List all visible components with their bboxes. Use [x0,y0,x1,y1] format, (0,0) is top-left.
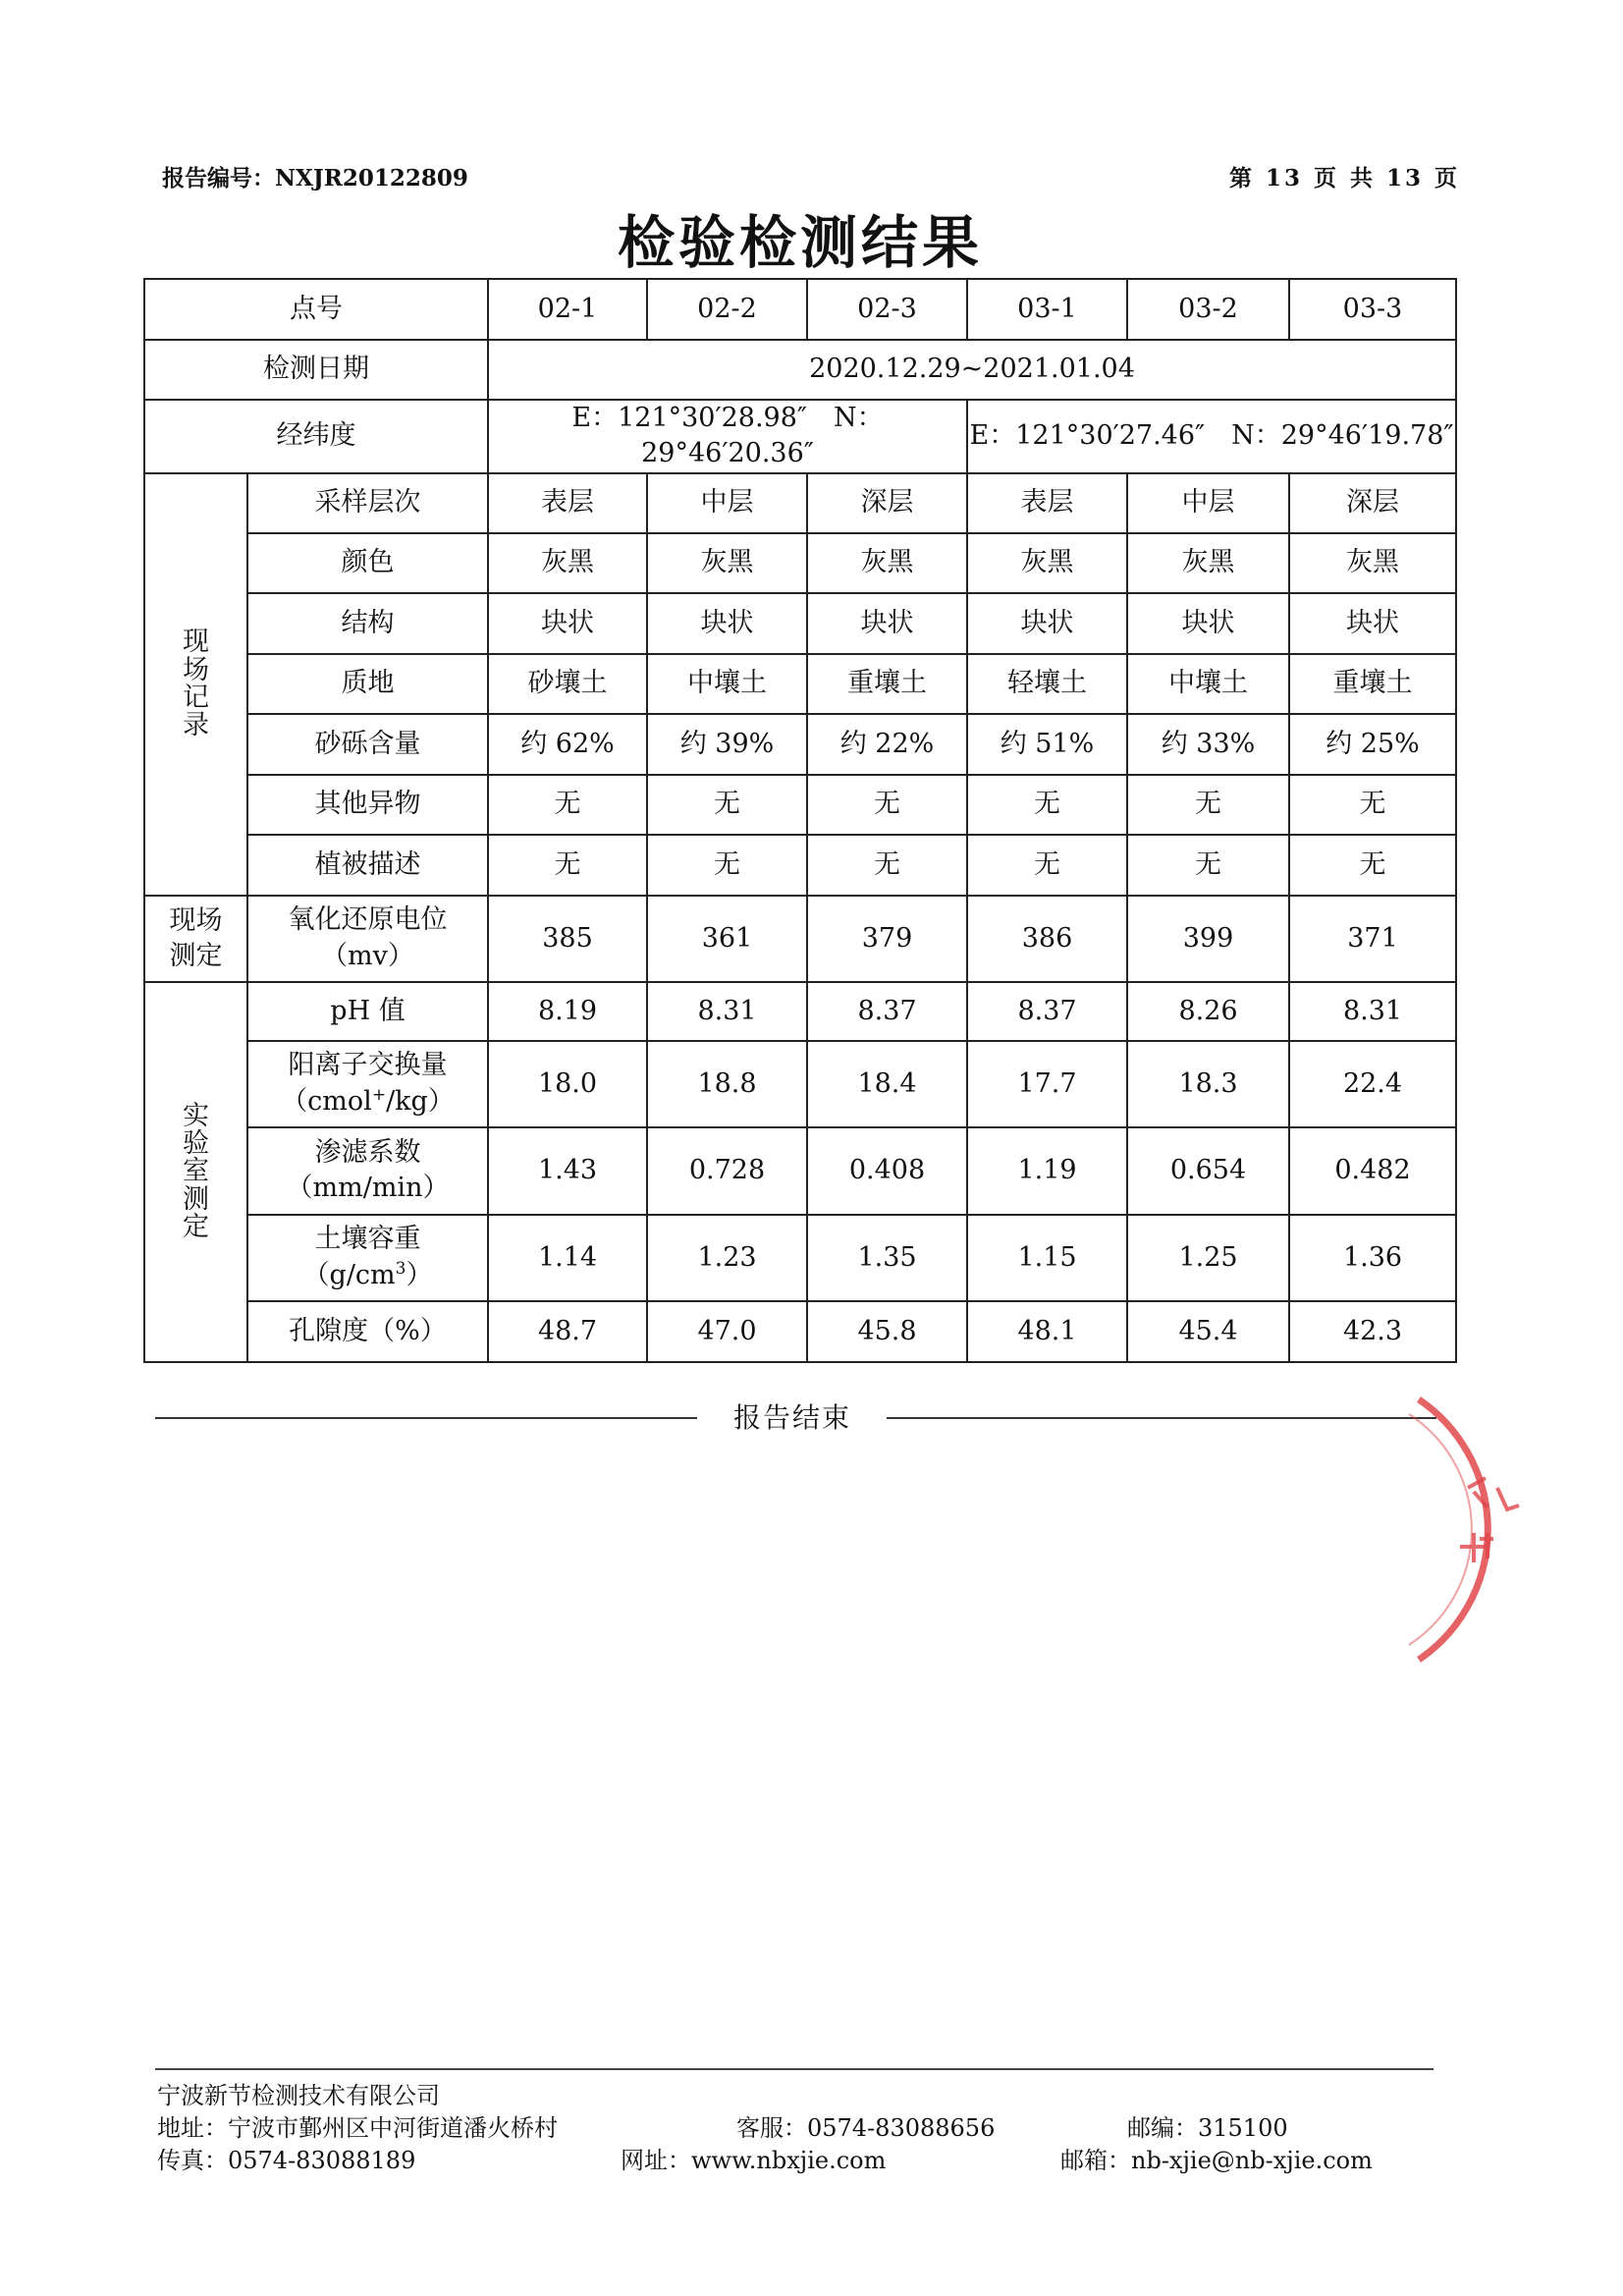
cell: 重壤土 [1289,654,1456,714]
row-label: 质地 [247,654,488,714]
report-number-value: NXJR20122809 [275,165,468,191]
company-seal-stamp [1370,1380,1623,1674]
table-row [144,654,1456,714]
cell: 无 [1289,775,1456,835]
cell: 无 [1127,835,1289,896]
row-label: pH 值 [247,982,488,1041]
cell: 无 [1127,775,1289,835]
cell: 无 [488,775,647,835]
cell: 1.43 [488,1127,647,1215]
row-label [247,1127,488,1215]
cell: 1.25 [1127,1215,1289,1301]
row-label-line: 氧化还原电位 [288,904,448,936]
unit-part: （cmol [281,1085,372,1117]
cell: 无 [807,835,967,896]
unit-part: （g/cm [302,1259,396,1290]
cell: 无 [1289,835,1456,896]
cell: 0.728 [647,1127,807,1215]
cell: 8.19 [488,982,647,1041]
cell: 块状 [647,593,807,654]
group-char: 验 [183,1127,209,1159]
cell: 表层 [488,473,647,533]
group-field-measure [144,896,247,982]
cell: 中壤土 [647,654,807,714]
cell: 块状 [807,593,967,654]
report-end-text: 报告结束 [732,1401,851,1434]
row-label-unit: （mm/min） [286,1173,450,1204]
table-row [144,533,1456,593]
cell: 1.23 [647,1215,807,1301]
cell: 48.1 [967,1301,1127,1362]
cell: 中壤土 [1127,654,1289,714]
footer-company: 宁波新节检测技术有限公司 [157,2082,440,2109]
cell: 中层 [1127,473,1289,533]
group-char: 记 [183,682,209,713]
cell: 无 [807,775,967,835]
cell: 灰黑 [647,533,807,593]
row-label: 其他异物 [247,775,488,835]
point-cell: 03-1 [967,279,1127,340]
cell: 块状 [488,593,647,654]
end-divider-left [155,1417,697,1419]
row-label: 结构 [247,593,488,654]
unit-sup: 3 [395,1258,406,1279]
table-row [144,982,1456,1041]
date-label: 检测日期 [144,340,488,400]
cell: 灰黑 [967,533,1127,593]
table-row [144,896,1456,982]
page-title: 检验检测结果 [617,209,983,276]
row-label-unit [248,1084,487,1120]
report-number [162,160,468,192]
cell: 无 [647,835,807,896]
row-label-unit [248,1258,487,1293]
row-label: 植被描述 [247,835,488,896]
point-cell: 02-1 [488,279,647,340]
table-row-date [144,340,1456,400]
cell: 17.7 [967,1041,1127,1127]
row-label-line: 渗滤系数 [314,1136,421,1168]
row-label-unit: （mv） [321,940,414,971]
cell: 砂壤土 [488,654,647,714]
group-field-record [144,473,247,896]
cell: 386 [967,896,1127,982]
group-char: 场 [183,654,209,685]
table-row-coords [144,400,1456,473]
point-cell: 03-3 [1289,279,1456,340]
table-row [144,835,1456,896]
group-char: 录 [183,710,209,741]
row-label: 采样层次 [247,473,488,533]
cell: 1.36 [1289,1215,1456,1301]
cell: 中层 [647,473,807,533]
cell: 8.26 [1127,982,1289,1041]
cell: 块状 [1289,593,1456,654]
footer-divider [155,2068,1434,2070]
cell: 385 [488,896,647,982]
cell: 0.482 [1289,1127,1456,1215]
cell: 1.19 [967,1127,1127,1215]
group-line: 现场 [169,904,223,936]
cell: 约 39% [647,714,807,775]
group-char: 测 [183,1183,209,1215]
point-cell: 02-3 [807,279,967,340]
row-label [247,1041,488,1127]
page-info: 第 13 页 共 13 页 [1229,165,1461,191]
row-label: 颜色 [247,533,488,593]
cell: 灰黑 [488,533,647,593]
row-label: 砂砾含量 [247,714,488,775]
cell: 深层 [807,473,967,533]
cell: 399 [1127,896,1289,982]
cell: 42.3 [1289,1301,1456,1362]
table-row-points [144,279,1456,340]
footer-fax: 传真：0574-83088189 [157,2147,416,2174]
cell: 18.0 [488,1041,647,1127]
footer-service: 客服：0574-83088656 [736,2114,996,2142]
cell: 无 [488,835,647,896]
row-label-line: 土壤容重 [314,1224,421,1255]
cell: 块状 [1127,593,1289,654]
unit-sup: + [371,1084,387,1105]
cell: 22.4 [1289,1041,1456,1127]
cell: 块状 [967,593,1127,654]
cell: 轻壤土 [967,654,1127,714]
cell: 45.4 [1127,1301,1289,1362]
row-label-line: 阳离子交换量 [288,1050,448,1081]
table-row [144,473,1456,533]
cell: 灰黑 [807,533,967,593]
cell: 8.37 [967,982,1127,1041]
coord-value-02: E：121°30′28.98″ N：29°46′20.36″ [488,400,967,473]
unit-part: ） [406,1259,433,1290]
cell: 深层 [1289,473,1456,533]
coord-value-03: E：121°30′27.46″ N：29°46′19.78″ [967,400,1456,473]
date-value: 2020.12.29~2021.01.04 [488,340,1456,400]
point-label: 点号 [144,279,488,340]
table-row [144,1127,1456,1215]
group-lab [144,982,247,1362]
footer-address: 地址：宁波市鄞州区中河街道潘火桥村 [157,2114,558,2142]
row-label [247,896,488,982]
unit-part: /kg） [386,1085,455,1117]
cell: 无 [647,775,807,835]
end-divider-right [887,1417,1436,1419]
cell: 灰黑 [1127,533,1289,593]
cell: 灰黑 [1289,533,1456,593]
cell: 361 [647,896,807,982]
cell: 0.654 [1127,1127,1289,1215]
coord-label: 经纬度 [144,400,488,473]
row-label: 孔隙度（%） [247,1301,488,1362]
cell: 表层 [967,473,1127,533]
point-cell: 02-2 [647,279,807,340]
cell: 约 25% [1289,714,1456,775]
cell: 18.8 [647,1041,807,1127]
group-line: 测定 [169,940,223,971]
table-row [144,714,1456,775]
cell: 8.31 [647,982,807,1041]
row-label [247,1215,488,1301]
cell: 约 33% [1127,714,1289,775]
cell: 8.37 [807,982,967,1041]
cell: 48.7 [488,1301,647,1362]
cell: 1.35 [807,1215,967,1301]
group-char: 实 [183,1100,209,1131]
results-table [143,278,1457,1363]
cell: 1.14 [488,1215,647,1301]
cell: 47.0 [647,1301,807,1362]
cell: 371 [1289,896,1456,982]
group-char: 室 [183,1156,209,1187]
point-cell: 03-2 [1127,279,1289,340]
cell: 0.408 [807,1127,967,1215]
table-row [144,1041,1456,1127]
cell: 重壤土 [807,654,967,714]
cell: 18.4 [807,1041,967,1127]
cell: 无 [967,835,1127,896]
cell: 18.3 [1127,1041,1289,1127]
group-char: 现 [183,627,209,658]
report-number-label: 报告编号： [162,165,275,191]
table-row [144,775,1456,835]
cell: 约 51% [967,714,1127,775]
table-row [144,593,1456,654]
cell: 8.31 [1289,982,1456,1041]
footer-postcode: 邮编：315100 [1127,2114,1288,2142]
cell: 约 62% [488,714,647,775]
footer-website: 网址：www.nbxjie.com [621,2147,887,2174]
cell: 无 [967,775,1127,835]
cell: 1.15 [967,1215,1127,1301]
table-row [144,1215,1456,1301]
cell: 45.8 [807,1301,967,1362]
cell: 约 22% [807,714,967,775]
table-row [144,1301,1456,1362]
footer-email: 邮箱：nb-xjie@nb-xjie.com [1060,2147,1373,2174]
group-char: 定 [183,1211,209,1242]
cell: 379 [807,896,967,982]
